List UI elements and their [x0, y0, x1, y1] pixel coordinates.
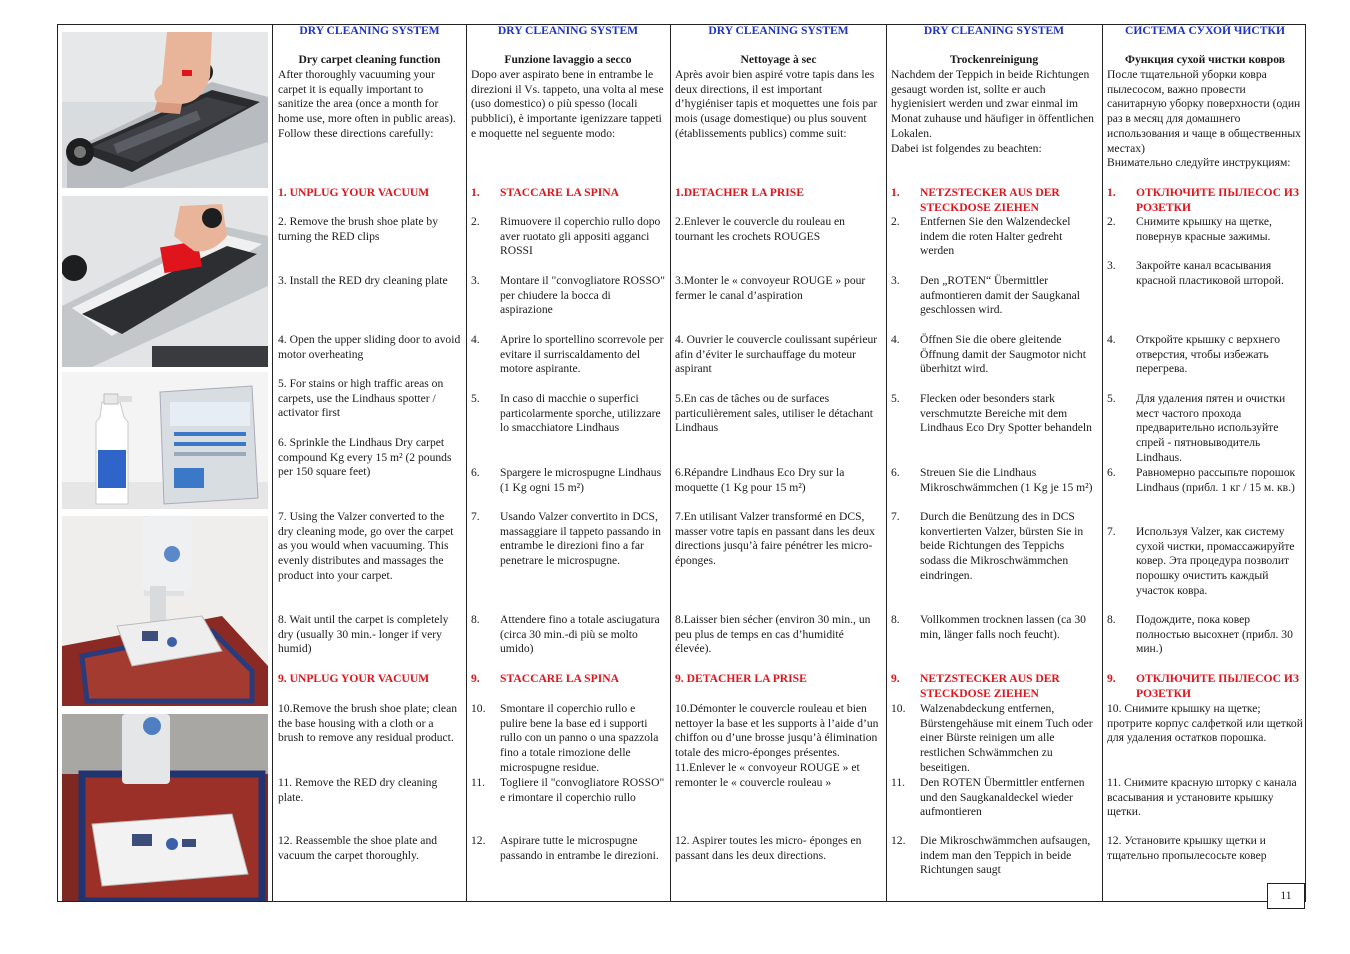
step-1 [891, 186, 1097, 215]
step-text: Spargere le microspugne Lindhaus (1 Kg ogni 15 m²) [500, 466, 662, 494]
step-1 [278, 186, 461, 201]
step-text: Streuen Sie die Lindhaus Mikroschwämmchen (1 Kg je 15 m²) [920, 466, 1093, 494]
step-12 [278, 834, 461, 863]
intro-text: After thoroughly vacuuming your carpet it is equally important to sanitize the area (once a month for home use, more often in public areas). Follow these directions carefully: [278, 68, 456, 140]
step-1 [675, 186, 882, 201]
column-subtitle: Функция сухой чистки ковров [1125, 53, 1285, 66]
step-text: 8.Laisser bien sécher (environ 30 min., un peu plus de temps en cas d’humidité élevée). [675, 613, 871, 656]
step-12 [471, 834, 665, 863]
column-header: DRY CLEANING SYSTEM [708, 24, 849, 37]
photo-remove-brush-plate [62, 32, 268, 188]
step-number: 1. [471, 186, 480, 199]
step-text: ОТКЛЮЧИТЕ ПЫЛЕСОС ИЗ РОЗЕТКИ [1136, 186, 1300, 214]
step-number: 8. [1107, 613, 1116, 626]
step-number: 12. [891, 834, 906, 847]
step-number: 5. [1107, 392, 1116, 405]
step-text: Walzenabdeckung entfernen, Bürstengehäuse mit einem Tuch oder einer Bürste reinigen um alle restlichen Schwämmchen zu beseitigen. [920, 702, 1093, 774]
step-12 [1107, 834, 1303, 863]
step-text: Den „ROTEN“ Übermittler aufmontieren damit der Saugkanal geschlossen wird. [920, 274, 1081, 317]
intro-text: Après avoir bien aspiré votre tapis dans les deux directions, il est important d’hygiéniser tapis et moquettes une fois par mois (usage domestique) ou plus souvent (établissements publics) comme suit: [675, 68, 878, 140]
column-header: DRY CLEANING SYSTEM [299, 24, 440, 37]
step-text: Равномерно рассыпьте порошок Lindhaus (прибл. 1 кг / 15 м. кв.) [1136, 466, 1296, 494]
step-text: Die Mikroschwämmchen aufsaugen, indem man den Teppich in beide Richtungen saugt [920, 834, 1091, 877]
step-text: 11. Remove the RED dry cleaning plate. [278, 776, 438, 804]
step-text: 12. Установите крышку щетки и тщательно пропылесосьте ковер [1107, 834, 1267, 862]
step-7 [471, 510, 665, 569]
step-2 [891, 215, 1097, 259]
step-7 [278, 510, 461, 584]
step-text: Öffnen Sie die obere gleitende Öffnung damit der Saugmotor nicht überhitzt wird. [920, 333, 1086, 376]
step-number: 9. [1107, 672, 1116, 685]
step-text: 2.Enlever le couvercle du rouleau en tournant les crochets ROUGES [675, 215, 845, 243]
step-1 [471, 186, 665, 201]
step-text: Togliere il "convogliatore ROSSO" e rimontare il coperchio rullo [500, 776, 665, 804]
step-8 [891, 613, 1097, 642]
step-text: Smontare il coperchio rullo e pulire bene la base ed i supporti rullo con un panno o una spazzola fino a totale rimozione delle microspugne residue. [500, 702, 659, 774]
step-8 [675, 613, 882, 657]
page-number: 11 [1267, 883, 1305, 909]
step-text: ОТКЛЮЧИТЕ ПЫЛЕСОС ИЗ РОЗЕТКИ [1136, 672, 1300, 700]
step-number: 6. [471, 466, 480, 479]
column-divider [1102, 24, 1103, 902]
step-number: 4. [891, 333, 900, 346]
step-8 [278, 613, 461, 657]
intro-text: Nachdem der Teppich in beide Richtungen gesaugt worden ist, sollte er auch hygienisiert werden und zwar einmal im Monat zuhause und häufiger in öffentlichen Lokalen. Dabei ist folgendes zu beachten: [891, 68, 1094, 155]
step-text: 8. Wait until the carpet is completely dry (usually 30 min.- longer if very humid) [278, 613, 449, 656]
step-text: 12. Aspirer toutes les micro- éponges en passant dans les deux directions. [675, 834, 862, 862]
step-9 [278, 672, 461, 687]
step-text: Usando Valzer convertito in DCS, massaggiare il tappeto passando in entrambe le direzioni fino a far penetrare le microspugne. [500, 510, 661, 568]
step-number: 11. [471, 776, 486, 789]
step-text: 11. Снимите красную шторку с канала всасывания и установите крышку щетки. [1107, 776, 1297, 819]
step-11 [278, 776, 461, 805]
step-text: 9. UNPLUG YOUR VACUUM [278, 672, 430, 685]
step-3 [891, 274, 1097, 318]
column-header: DRY CLEANING SYSTEM [923, 24, 1065, 37]
step-text: Снимите крышку на щетке, повернув красные зажимы. [1136, 215, 1272, 243]
step-6 [675, 466, 882, 495]
step-text: Rimuovere il coperchio rullo dopo aver ruotato gli appositi agganci ROSSI [500, 215, 661, 258]
column-subtitle: Trockenreinigung [949, 53, 1039, 66]
step-number: 2. [891, 215, 900, 228]
step-5 [1107, 392, 1303, 466]
step-text: 3. Install the RED dry cleaning plate [278, 274, 448, 287]
step-10 [891, 702, 1097, 776]
step-text: Attendere fino a totale asciugatura (circa 30 min.-di più se molto umido) [500, 613, 660, 656]
step-text: Montare il "convogliatore ROSSO" per chiudere la bocca di aspirazione [500, 274, 665, 317]
step-7 [675, 510, 882, 569]
step-text: Flecken oder besonders stark verschmutzte Bereiche mit dem Lindhaus Eco Dry Spotter behandeln [920, 392, 1092, 435]
step-10 [278, 702, 461, 746]
step-text: 1.DETACHER LA PRISE [675, 186, 804, 199]
step-3 [1107, 259, 1303, 288]
step-10 [471, 702, 665, 776]
step-3 [471, 274, 665, 318]
step-number: 2. [471, 215, 480, 228]
column-subtitle: Funzione lavaggio a secco [504, 53, 632, 66]
step-2 [675, 215, 882, 244]
step-text: 6.Répandre Lindhaus Eco Dry sur la moquette (1 Kg pour 15 m²) [675, 466, 845, 494]
column-divider [272, 24, 273, 902]
step-text: Подождите, пока ковер полностью высохнет (прибл. 30 мин.) [1136, 613, 1293, 656]
step-number: 10. [471, 702, 486, 715]
column-divider [670, 24, 671, 902]
step-2 [278, 215, 461, 244]
step-5-6 [278, 377, 461, 480]
step-text: STACCARE LA SPINA [500, 186, 619, 199]
step-text: Aprire lo sportellino scorrevole per evitare il surriscaldamento del motore aspirante. [500, 333, 664, 376]
photo-valzer-on-carpet [62, 516, 268, 706]
step-number: 1. [1107, 186, 1116, 199]
step-text: Vollkommen trocknen lassen (ca 30 min, länger falls noch feucht). [920, 613, 1086, 641]
step-number: 8. [471, 613, 480, 626]
step-number: 6. [891, 466, 900, 479]
step-number: 12. [471, 834, 486, 847]
intro-text: Dopo aver aspirato bene in entrambe le direzioni il Vs. tappeto, una volta al mese (uso domestico) o più spesso (locali pubblici), è importante igenizzare tappeti e moquette nel seguente modo: [471, 68, 664, 140]
step-6 [891, 466, 1097, 495]
step-text: 12. Reassemble the shoe plate and vacuum the carpet thoroughly. [278, 834, 438, 862]
step-text: Откройте крышку с верхнего отверстия, чтобы избежать перегрева. [1136, 333, 1281, 376]
step-2 [1107, 215, 1303, 244]
step-text: STACCARE LA SPINA [500, 672, 619, 685]
step-number: 5. [471, 392, 480, 405]
column-header: DRY CLEANING SYSTEM [497, 24, 639, 37]
step-text: 1. UNPLUG YOUR VACUUM [278, 186, 430, 199]
step-9 [1107, 672, 1303, 701]
step-11 [471, 776, 665, 805]
step-8 [471, 613, 665, 657]
step-text: 2. Remove the brush shoe plate by turning the RED clips [278, 215, 439, 243]
step-number: 7. [471, 510, 480, 523]
step-1 [1107, 186, 1303, 215]
step-text: 7. Using the Valzer converted to the dry cleaning mode, go over the carpet as you would when vacuuming. This evenly distributes and massages the product into your carpet. [278, 510, 454, 582]
step-number: 7. [1107, 525, 1116, 538]
step-9 [891, 672, 1097, 701]
step-text: Для удаления пятен и очистки мест частого прохода предварительно используйте спрей - пятновыводитель Lindhaus. [1136, 392, 1286, 464]
step-number: 9. [891, 672, 900, 685]
photo-spotter-and-compound [62, 372, 268, 509]
step-10-11 [675, 702, 882, 790]
step-4 [891, 333, 1097, 377]
step-12 [891, 834, 1097, 878]
photo-install-red-plate [62, 196, 268, 367]
step-text: 9. DETACHER LA PRISE [675, 672, 807, 685]
step-text: 10.Remove the brush shoe plate; clean the base housing with a cloth or a brush to remove any residual product. [278, 702, 458, 745]
step-6 [471, 466, 665, 495]
column-divider [886, 24, 887, 902]
step-12 [675, 834, 882, 863]
step-text: 10. Снимите крышку на щетке; протрите корпус салфеткой или щеткой для удаления остатков порошка. [1107, 702, 1303, 745]
step-5 [891, 392, 1097, 436]
step-7 [891, 510, 1097, 584]
column-subtitle: Dry carpet cleaning function [298, 53, 441, 66]
step-text: Aspirare tutte le microspugne passando in entrambe le direzioni. [500, 834, 659, 862]
step-number: 8. [891, 613, 900, 626]
step-8 [1107, 613, 1303, 657]
column-header: СИСТЕМА СУХОЙ ЧИСТКИ [1125, 24, 1285, 37]
step-10 [1107, 702, 1303, 746]
step-text: Закройте канал всасывания красной пластиковой шторой. [1136, 259, 1284, 287]
step-number: 3. [891, 274, 900, 287]
step-text: NETZSTECKER AUS DER STECKDOSE ZIEHEN [920, 186, 1060, 214]
step-11 [891, 776, 1097, 820]
step-text: Entfernen Sie den Walzendeckel indem die roten Halter gedreht werden [920, 215, 1071, 258]
step-5 [675, 392, 882, 436]
step-text: 5.En cas de tâches ou de surfaces particulièrement sales, utiliser le détachant Lindhaus [675, 392, 873, 435]
step-text: 5. For stains or high traffic areas on carpets, use the Lindhaus spotter / activator first 6. Sprinkle the Lindhaus Dry carpet compound Kg every 15 m² (2 pounds per 150 square feet) [278, 377, 452, 479]
step-11 [1107, 776, 1303, 820]
step-text: 7.En utilisant Valzer transformé en DCS, masser votre tapis en passant dans les deux directions jusqu’à faire pénétrer les micro-éponges. [675, 510, 875, 568]
step-number: 3. [471, 274, 480, 287]
step-number: 4. [471, 333, 480, 346]
step-4 [278, 333, 461, 362]
step-text: Используя Valzer, как систему сухой чистки, промассажируйте ковер. Эта процедура позволит порошку очистить каждый участок ковра. [1136, 525, 1295, 597]
step-4 [675, 333, 882, 377]
step-9 [675, 672, 882, 687]
step-4 [471, 333, 665, 377]
step-6 [1107, 466, 1303, 495]
step-3 [675, 274, 882, 303]
step-text: 3.Monter le « convoyeur ROUGE » pour fermer le canal d’aspiration [675, 274, 866, 302]
photo-vacuum-close-up [62, 714, 268, 901]
step-number: 5. [891, 392, 900, 405]
step-number: 3. [1107, 259, 1116, 272]
step-number: 9. [471, 672, 480, 685]
step-number: 11. [891, 776, 906, 789]
step-number: 4. [1107, 333, 1116, 346]
step-number: 2. [1107, 215, 1116, 228]
step-number: 1. [891, 186, 900, 199]
step-text: In caso di macchie o superfici particolarmente sporche, utilizzare lo smacchiatore Lindhaus [500, 392, 661, 435]
step-9 [471, 672, 665, 687]
step-text: NETZSTECKER AUS DER STECKDOSE ZIEHEN [920, 672, 1060, 700]
step-text: Den ROTEN Übermittler entfernen und den Saugkanaldeckel wieder aufmontieren [920, 776, 1085, 819]
step-5 [471, 392, 665, 436]
step-3 [278, 274, 461, 289]
step-text: 10.Démonter le couvercle rouleau et bien nettoyer la base et les supports à l’aide d’un chiffon ou d’une brosse jusqu’à élimination totale des micro-éponges présentes. 11.Enlever le « convoyeur ROUGE » et remonter le « couvercle rouleau » [675, 702, 879, 789]
intro-text: После тщательной уборки ковра пылесосом, важно провести санитарную уборку поверхности (один раз в месяц для домашнего использования и чаще в общественных местах) Внимательно следуйте инструкциям: [1107, 68, 1301, 170]
step-text: Durch die Benützung des in DCS konvertierten Valzer, bürsten Sie in beide Richtungen des Teppichs sodass die Mikroschwämmchen eindringen. [920, 510, 1084, 582]
step-number: 7. [891, 510, 900, 523]
step-text: 4. Ouvrier le couvercle coulissant supérieur afin d’éviter le surchauffage du moteur aspirant [675, 333, 878, 376]
column-subtitle: Nettoyage à sec [740, 53, 817, 66]
step-number: 10. [891, 702, 906, 715]
column-divider [466, 24, 467, 902]
step-text: 4. Open the upper sliding door to avoid motor overheating [278, 333, 461, 361]
step-number: 6. [1107, 466, 1116, 479]
step-2 [471, 215, 665, 259]
step-7 [1107, 525, 1303, 599]
step-4 [1107, 333, 1303, 377]
